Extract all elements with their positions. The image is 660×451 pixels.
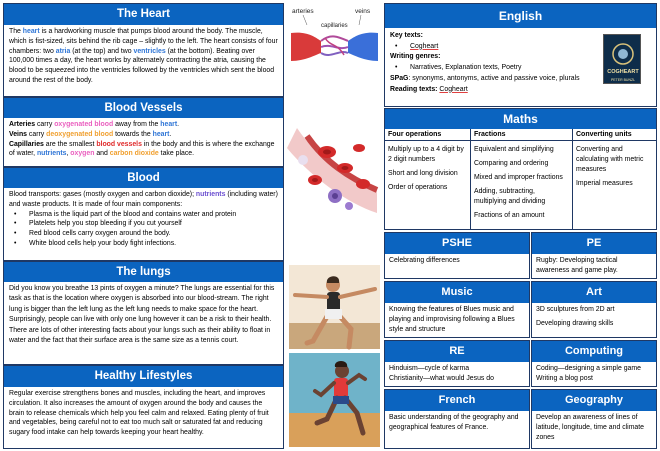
pe-section bbox=[531, 232, 657, 279]
english-title: English bbox=[385, 4, 656, 28]
pshe-text: Celebrating differences bbox=[389, 257, 460, 264]
heart-keyword: heart bbox=[22, 28, 40, 35]
list-item: Equivalent and simplifying bbox=[474, 146, 554, 153]
list-item: 3D sculptures from 2D art bbox=[536, 306, 615, 313]
atria-keyword: atria bbox=[55, 47, 71, 55]
heart-title: The Heart bbox=[4, 4, 283, 25]
maths-columns bbox=[385, 129, 656, 229]
healthy-lifestyles-title: Healthy Lifestyles bbox=[4, 366, 283, 387]
computing-title: Computing bbox=[532, 341, 656, 362]
heart-text: The heart is a hardworking muscle that pumps blood around the body. The muscle, which is fist-sized, sits behind the rib cage – slightly to the left. The heart consists of four chambers: two atria (at the top) and two ventricles (at the bottom). Beating over 100,000 times a day, the heart works by alternately contracting the atria, causing the blood to be squeezed into the ventricles followed by the ventricles which sent the blood around the rest of the body. bbox=[9, 28, 278, 84]
maths-col-four-operations: Four operations Multiply up to a 4 digit by 2 digit numbers Short and long division Order of operations bbox=[385, 129, 471, 229]
english-text bbox=[385, 28, 595, 97]
healthy-lifestyles-text: Regular exercise strengthens bones and muscles, including the heart, and improves circulation. It also increases the amount of oxygen around the body and causes the brain to release chemicals which help you feel calm and relaxed. Eating plenty of fruit and vegetables, being careful not to eat too much salt or saturated fat and reducing sugary food intake can help towards keeping your heart healthy. bbox=[9, 390, 269, 437]
list-item: Order of operations bbox=[388, 184, 448, 191]
genre-item: • Narratives, Explanation texts, Poetry bbox=[390, 63, 590, 74]
book-author: PETER BUNZL bbox=[610, 78, 636, 82]
blood-section bbox=[3, 167, 284, 261]
french-section bbox=[384, 389, 530, 449]
capillaries-diagram bbox=[287, 3, 382, 73]
geography-section bbox=[531, 389, 657, 449]
list-item: Comparing and ordering bbox=[474, 160, 549, 167]
french-title: French bbox=[385, 390, 529, 411]
music-text: Knowing the features of Blues music and playing and improvising following a Blues style and structure bbox=[389, 306, 515, 333]
art-section bbox=[531, 281, 657, 338]
list-item: Writing a blog post bbox=[536, 375, 593, 382]
pshe-section bbox=[384, 232, 530, 279]
blood-cells-image bbox=[287, 118, 382, 218]
list-item: Adding, subtracting, multiplying and dividing bbox=[474, 188, 546, 205]
geography-title: Geography bbox=[532, 390, 656, 411]
blood-vessels-title: Blood Vessels bbox=[4, 98, 283, 118]
lungs-text: Did you know you breathe 13 pints of oxygen a minute? The lungs are essential for this task as that is the location where oxygen is absorbed into our blood-stream. The right lung is bigger than the left lung as the left lung needs to make space for the heart. Surprisingly, people can live with only one lung however it can be a risk to their health. There are lots of other interesting facts about your lungs such as their ability to float in water and the fact that their surface area is the same size as a tennis court. bbox=[9, 285, 275, 345]
english-section bbox=[384, 3, 657, 107]
maths-col-converting-units: Converting units Converting and calculating with metric measures Imperial measures bbox=[573, 129, 656, 229]
lungs-title: The lungs bbox=[4, 262, 283, 282]
maths-col-fractions: Fractions Equivalent and simplifying Comparing and ordering Mixed and improper fractions Adding, subtracting, multiplying and dividing Fractions of an amount bbox=[471, 129, 573, 229]
writing-genres-label: Writing genres: bbox=[390, 53, 441, 61]
capillaries-label: capillaries bbox=[321, 23, 348, 29]
blood-vessels-text: Arteries carry oxygenated blood away from the heart. Veins carry deoxygenated blood towards the heart. Capillaries are the smallest blood vessels in the body and this is where the exchange of water, nutrients, oxygen and carbon dioxide take place. bbox=[9, 121, 275, 158]
art-title: Art bbox=[532, 282, 656, 303]
list-item: Christianity—what would Jesus do bbox=[389, 375, 494, 382]
arteries-label: arteries bbox=[292, 8, 314, 15]
key-texts-label: Key texts: bbox=[390, 32, 423, 39]
heart-section bbox=[3, 3, 284, 97]
athletes-illustration bbox=[287, 263, 382, 449]
ventricles-keyword: ventricles bbox=[133, 47, 166, 55]
list-item: Fractions of an amount bbox=[474, 212, 545, 219]
list-item: Developing drawing skills bbox=[536, 320, 614, 327]
pe-title: PE bbox=[532, 233, 656, 254]
healthy-lifestyles-section bbox=[3, 365, 284, 449]
list-item: Coding—designing a simple game bbox=[536, 365, 641, 372]
blood-title: Blood bbox=[4, 168, 283, 188]
list-item: • Plasma is the liquid part of the blood and contains water and protein bbox=[9, 210, 278, 220]
list-item: • Red blood cells carry oxygen around the body. bbox=[9, 229, 278, 239]
athletes-image bbox=[287, 263, 382, 449]
list-item: • White blood cells help your body fight infections. bbox=[9, 239, 278, 249]
reading-texts-line: Reading texts: Cogheart bbox=[390, 85, 468, 93]
pshe-title: PSHE bbox=[385, 233, 529, 254]
pe-text: Rugby: Developing tactical awareness and game play. bbox=[536, 257, 618, 274]
music-title: Music bbox=[385, 282, 529, 303]
re-section bbox=[384, 340, 530, 387]
blood-cells-illustration bbox=[287, 118, 382, 218]
list-item: Mixed and improper fractions bbox=[474, 174, 563, 181]
lungs-section bbox=[3, 261, 284, 365]
list-item: Multiply up to a 4 digit by 2 digit numbers bbox=[388, 146, 464, 163]
capillaries-illustration bbox=[287, 3, 382, 73]
geography-text: Develop an awareness of lines of latitude, longitude, time and climate zones bbox=[536, 414, 645, 441]
music-section bbox=[384, 281, 530, 338]
list-item: • Platelets help you stop bleeding if you cut yourself bbox=[9, 219, 278, 229]
french-text: Basic understanding of the geography and geographical features of France. bbox=[389, 414, 519, 431]
blood-vessels-section bbox=[3, 97, 284, 167]
maths-title: Maths bbox=[385, 109, 656, 129]
book-title: COGHEART bbox=[607, 69, 639, 75]
list-item: Short and long division bbox=[388, 170, 458, 177]
list-item: Hinduism—cycle of karma bbox=[389, 365, 470, 372]
blood-components-list bbox=[9, 210, 278, 249]
veins-label: veins bbox=[355, 8, 371, 15]
maths-section bbox=[384, 108, 657, 230]
computing-section bbox=[531, 340, 657, 387]
blood-text: Blood transports: gases (mostly oxygen and carbon dioxide); nutrients (including water) and waste products. It is made of four main components: • Plasma is the liquid part of the blood and contains water and protein • Platelets help you stop bleeding if you cut yourself • Red blood cells carry oxygen around the body. • White blood cells help your body fight infections. bbox=[4, 188, 283, 251]
list-item: Converting and calculating with metric measures bbox=[576, 146, 644, 173]
cogheart-book-cover bbox=[603, 34, 641, 84]
re-title: RE bbox=[385, 341, 529, 362]
list-item: Imperial measures bbox=[576, 180, 633, 187]
key-text-item: • Cogheart bbox=[390, 42, 590, 53]
spag-line: SPaG: synonyms, antonyms, active and passive voice, plurals bbox=[390, 74, 580, 82]
